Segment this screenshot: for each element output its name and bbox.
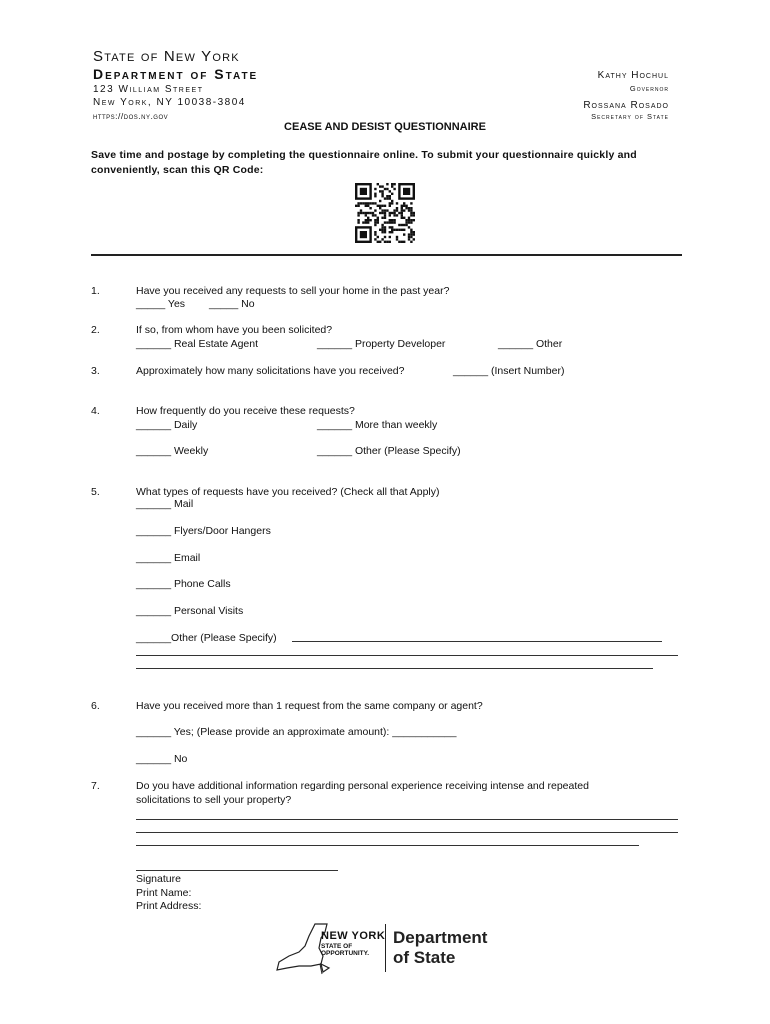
q2-number: 2. [91,324,100,336]
q4-number: 4. [91,405,100,417]
signature-label: Signature [136,873,181,885]
ny-department-of-state-logo [275,922,505,977]
q5-option-phone[interactable]: ______ Phone Calls [136,578,231,590]
print-name-label: Print Name: [136,887,192,899]
q6-number: 6. [91,700,100,712]
q1-option-yes[interactable]: _____ Yes [136,298,186,310]
q5-option-visits[interactable]: ______ Personal Visits [136,605,244,617]
q2-option-agent[interactable]: ______ Real Estate Agent [136,338,259,350]
q7-answer-line-3[interactable] [136,845,639,846]
q3-number: 3. [91,365,100,377]
qr-code-icon[interactable] [355,183,415,243]
logo-divider [385,924,386,972]
q4-text: How frequently do you receive these requests? [136,405,355,417]
logo-of-state: of State [393,948,456,967]
q6-option-no[interactable]: ______ No [136,753,188,765]
secretary-name: Rossana Rosado [583,100,669,111]
q5-option-other[interactable]: ______Other (Please Specify) [136,632,277,644]
q6-text: Have you received more than 1 request from the same company or agent? [136,700,483,712]
q7-answer-line-2[interactable] [136,832,678,833]
q1-number: 1. [91,285,100,297]
signature-line[interactable] [136,870,338,871]
header-address-line1: 123 William Street [93,84,204,95]
q4-option-more-than-weekly[interactable]: ______ More than weekly [317,419,438,431]
q5-number: 5. [91,486,100,498]
logo-opportunity: OPPORTUNITY. [321,950,370,957]
q4-option-weekly[interactable]: ______ Weekly [136,445,209,457]
header-state: State of New York [93,48,240,65]
q1-option-no[interactable]: _____ No [209,298,255,310]
q3-text: Approximately how many solicitations have you received? [136,365,405,377]
q4-option-other[interactable]: ______ Other (Please Specify) [317,445,461,457]
q5-text: What types of requests have you received? (Check all that Apply) [136,486,440,498]
governor-title: Governor [629,84,669,93]
logo-new-york: NEW YORK [321,930,386,942]
header-address-line2: New York, NY 10038-3804 [93,97,246,108]
governor-name: Kathy Hochul [597,70,669,81]
print-address-label: Print Address: [136,900,202,912]
intro-text: Save time and postage by completing the questionnaire online. To submit your questionnaire quickly and conveniently, scan this QR Code: [91,149,637,176]
q6-option-yes[interactable]: ______ Yes; (Please provide an approximate amount): ___________ [136,726,457,738]
q5-option-flyers[interactable]: ______ Flyers/Door Hangers [136,525,271,537]
page-title: CEASE AND DESIST QUESTIONNAIRE [284,121,486,133]
logo-state-of: STATE OF [321,943,353,950]
q7-number: 7. [91,780,100,792]
logo-department: Department [393,928,488,947]
q5-option-email[interactable]: ______ Email [136,552,201,564]
q2-option-developer[interactable]: ______ Property Developer [317,338,446,350]
q4-option-daily[interactable]: ______ Daily [136,419,198,431]
header-department: Department of State [93,66,259,82]
q2-option-other[interactable]: ______ Other [498,338,563,350]
q1-text: Have you received any requests to sell your home in the past year? [136,285,450,297]
q2-text: If so, from whom have you been solicited? [136,324,333,336]
header-website: https://dos.ny.gov [93,111,169,121]
q3-insert-number[interactable]: ______ (Insert Number) [453,365,565,377]
q5-other-line[interactable] [292,641,662,642]
q7-answer-line-1[interactable] [136,819,678,820]
q5-other-line-3[interactable] [136,668,653,669]
q7-text: Do you have additional information regarding personal experience receiving intense and repeated solicitations to sell your property? [136,780,589,806]
q5-other-line-2[interactable] [136,655,678,656]
q5-option-mail[interactable]: ______ Mail [136,498,194,510]
header-divider [91,254,682,256]
secretary-title: Secretary of State [591,112,669,121]
